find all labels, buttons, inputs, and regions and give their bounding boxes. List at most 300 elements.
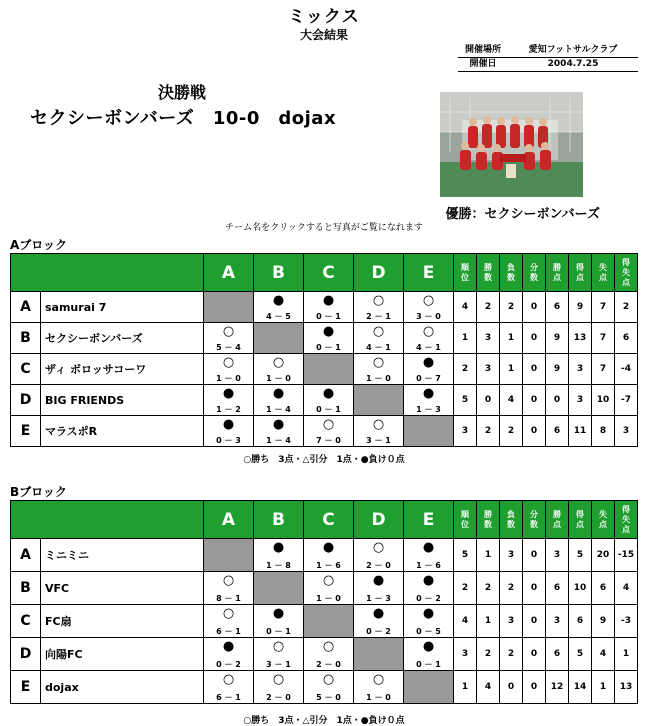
match-result-cell — [354, 354, 404, 385]
match-score: 0 － 1 — [316, 312, 341, 321]
match-score: 0 － 5 — [416, 627, 441, 636]
row-letter: E — [11, 671, 41, 704]
stat-value: 2 — [615, 292, 638, 323]
team-name-link[interactable]: 向陽FC — [41, 638, 204, 671]
stat-header-label: 得失点 — [622, 257, 630, 287]
match-result-cell — [354, 605, 404, 638]
stat-value: 2 — [477, 416, 500, 447]
loss-mark-icon: ● — [222, 417, 235, 432]
match-result-cell — [204, 671, 254, 704]
stat-header — [500, 254, 523, 292]
win-mark-icon: ○ — [272, 639, 285, 654]
match-score: 0 － 1 — [316, 405, 341, 414]
win-mark-icon: ○ — [372, 324, 385, 339]
win-mark-icon: ○ — [222, 355, 235, 370]
match-score: 8 － 1 — [216, 594, 241, 603]
loss-mark-icon: ● — [222, 386, 235, 401]
stat-value: 4 — [477, 671, 500, 704]
match-score: 6 － 1 — [216, 627, 241, 636]
row-letter: E — [11, 416, 41, 447]
stat-header-label: 分数 — [530, 262, 538, 282]
table-row — [11, 323, 638, 354]
self-match-cell — [354, 638, 404, 671]
date-label: 開催日 — [469, 59, 497, 69]
stat-header — [569, 254, 592, 292]
stat-value: 0 — [500, 671, 523, 704]
event-meta — [458, 44, 638, 72]
match-score: 0 － 7 — [416, 374, 441, 383]
stat-value: 2 — [500, 572, 523, 605]
stat-value: 12 — [546, 671, 569, 704]
column-header-d: D — [354, 501, 404, 539]
match-score: 1 － 0 — [316, 594, 341, 603]
row-letter: C — [11, 605, 41, 638]
stat-value: 5 — [454, 385, 477, 416]
stat-header-label: 勝点 — [553, 509, 561, 529]
match-score: 0 － 2 — [416, 594, 441, 603]
row-letter: C — [11, 354, 41, 385]
match-score: 5 － 4 — [216, 343, 241, 352]
stat-value: 1 — [615, 638, 638, 671]
stat-value: 1 — [477, 539, 500, 572]
stat-header-label: 勝数 — [484, 509, 492, 529]
match-result-cell — [404, 292, 454, 323]
stat-value: 2 — [454, 354, 477, 385]
loss-mark-icon: ● — [272, 417, 285, 432]
win-mark-icon: ○ — [222, 324, 235, 339]
team-photo-image — [440, 92, 583, 197]
stat-header — [454, 501, 477, 539]
row-letter: A — [11, 539, 41, 572]
match-result-cell — [354, 539, 404, 572]
match-result-cell — [304, 539, 354, 572]
match-result-cell — [404, 638, 454, 671]
stat-header — [500, 501, 523, 539]
stat-value: 3 — [477, 323, 500, 354]
stat-value: 8 — [592, 416, 615, 447]
self-match-cell — [204, 539, 254, 572]
stat-value: 3 — [500, 539, 523, 572]
match-score: 3 － 1 — [266, 660, 291, 669]
team-name-link[interactable]: ザィ ボロッサコーワ — [41, 354, 204, 385]
match-score: 1 － 0 — [366, 693, 391, 702]
stat-value: 7 — [592, 323, 615, 354]
loss-mark-icon: ● — [322, 324, 335, 339]
match-score: 1 － 2 — [216, 405, 241, 414]
match-score: 4 － 5 — [266, 312, 291, 321]
stat-value: 0 — [523, 292, 546, 323]
date-row — [458, 58, 638, 72]
stat-value: -3 — [615, 605, 638, 638]
stat-value: 3 — [546, 539, 569, 572]
table-row — [11, 539, 638, 572]
loss-mark-icon: ● — [272, 386, 285, 401]
row-letter: D — [11, 638, 41, 671]
self-match-cell — [254, 323, 304, 354]
stat-value: 0 — [523, 572, 546, 605]
win-mark-icon: ○ — [372, 540, 385, 555]
stat-header-label: 勝数 — [484, 262, 492, 282]
win-mark-icon: ○ — [222, 573, 235, 588]
loss-mark-icon: ● — [422, 639, 435, 654]
stat-value: 6 — [546, 416, 569, 447]
column-header-e: E — [404, 501, 454, 539]
match-result-cell — [404, 354, 454, 385]
stat-value: 4 — [592, 638, 615, 671]
winner-label: 優勝：セクシーボンバーズ — [445, 207, 600, 222]
match-score: 4 － 1 — [416, 343, 441, 352]
self-match-cell — [354, 385, 404, 416]
column-header-b: B — [254, 254, 304, 292]
stat-value: 9 — [592, 605, 615, 638]
stat-value: 1 — [454, 671, 477, 704]
match-result-cell — [404, 605, 454, 638]
column-header-b: B — [254, 501, 304, 539]
stat-value: 1 — [454, 323, 477, 354]
match-result-cell — [254, 539, 304, 572]
match-result-cell — [354, 572, 404, 605]
table-row — [11, 572, 638, 605]
page-title: ミックス — [288, 7, 360, 27]
match-score: 0 － 1 — [316, 343, 341, 352]
match-score: 6 － 1 — [216, 693, 241, 702]
win-mark-icon: ○ — [422, 293, 435, 308]
match-score: 1 － 0 — [266, 374, 291, 383]
match-score: 1 － 0 — [366, 374, 391, 383]
stat-value: 4 — [454, 292, 477, 323]
match-score: 1 － 8 — [266, 561, 291, 570]
match-score: 5 － 0 — [316, 693, 341, 702]
match-result-cell — [254, 671, 304, 704]
self-match-cell — [404, 671, 454, 704]
win-mark-icon: ○ — [422, 324, 435, 339]
stat-value: 5 — [569, 638, 592, 671]
stat-value: -7 — [615, 385, 638, 416]
win-mark-icon: ○ — [272, 672, 285, 687]
match-score: 2 － 0 — [266, 693, 291, 702]
table-row — [11, 292, 638, 323]
match-score: 1 － 3 — [366, 594, 391, 603]
match-result-cell — [354, 292, 404, 323]
stat-value: 1 — [592, 671, 615, 704]
team-name-link[interactable]: セクシーボンバーズ — [41, 323, 204, 354]
match-score: 7 － 0 — [316, 436, 341, 445]
table-row — [11, 354, 638, 385]
match-result-cell — [304, 323, 354, 354]
match-score: 1 － 4 — [266, 405, 291, 414]
stat-header-label: 得点 — [576, 509, 584, 529]
table-row — [11, 385, 638, 416]
header-corner — [11, 501, 204, 539]
match-score: 2 － 0 — [316, 660, 341, 669]
stat-value: 2 — [500, 638, 523, 671]
stat-value: 2 — [477, 292, 500, 323]
match-result-cell — [404, 539, 454, 572]
final-result: セクシーボンバーズ 10-0 dojax — [30, 108, 337, 129]
column-header-a: A — [204, 254, 254, 292]
row-letter: A — [11, 292, 41, 323]
loss-mark-icon: ● — [422, 386, 435, 401]
match-score: 1 － 6 — [316, 561, 341, 570]
column-header-c: C — [304, 254, 354, 292]
stat-value: 3 — [569, 354, 592, 385]
win-mark-icon: ○ — [372, 355, 385, 370]
match-result-cell — [254, 416, 304, 447]
loss-mark-icon: ● — [422, 606, 435, 621]
match-result-cell — [254, 638, 304, 671]
win-mark-icon: ○ — [322, 417, 335, 432]
stat-value: 1 — [477, 605, 500, 638]
loss-mark-icon: ● — [372, 573, 385, 588]
block-a-table — [10, 253, 638, 447]
stat-value: 6 — [569, 605, 592, 638]
table-row — [11, 416, 638, 447]
stat-value: 9 — [546, 323, 569, 354]
stat-value: 3 — [454, 638, 477, 671]
stat-value: 2 — [500, 292, 523, 323]
loss-mark-icon: ● — [422, 540, 435, 555]
final-label: 決勝戦 — [158, 83, 207, 102]
team-name-link[interactable]: FC扇 — [41, 605, 204, 638]
stat-value: 2 — [477, 638, 500, 671]
match-score: 1 － 4 — [266, 436, 291, 445]
stat-value: 6 — [546, 638, 569, 671]
stat-value: 9 — [546, 354, 569, 385]
loss-mark-icon: ● — [422, 573, 435, 588]
match-result-cell — [404, 385, 454, 416]
self-match-cell — [404, 416, 454, 447]
stat-header — [523, 501, 546, 539]
stat-value: 10 — [569, 572, 592, 605]
match-result-cell — [354, 323, 404, 354]
match-result-cell — [254, 385, 304, 416]
stat-value: 4 — [615, 572, 638, 605]
stat-header-label: 失点 — [599, 509, 607, 529]
stat-value: 13 — [569, 323, 592, 354]
stat-value: 0 — [523, 638, 546, 671]
match-score: 3 － 0 — [416, 312, 441, 321]
venue-label: 開催場所 — [464, 45, 501, 55]
match-result-cell — [304, 385, 354, 416]
stat-value: 0 — [523, 354, 546, 385]
header-corner — [11, 254, 204, 292]
match-score: 3 － 1 — [366, 436, 391, 445]
stat-value: -4 — [615, 354, 638, 385]
stat-header-label: 分数 — [530, 509, 538, 529]
stat-header — [615, 254, 638, 292]
stat-value: 4 — [500, 385, 523, 416]
match-score: 1 － 6 — [416, 561, 441, 570]
stat-header — [546, 501, 569, 539]
match-result-cell — [304, 292, 354, 323]
stat-value: 0 — [546, 385, 569, 416]
match-result-cell — [204, 385, 254, 416]
stat-header — [569, 501, 592, 539]
match-score: 0 － 2 — [216, 660, 241, 669]
match-result-cell — [254, 354, 304, 385]
stat-value: 1 — [500, 323, 523, 354]
stat-header — [592, 254, 615, 292]
block-b-label: Bブロック — [10, 485, 67, 499]
block-a-label: Aブロック — [10, 238, 68, 252]
match-result-cell — [204, 354, 254, 385]
row-letter: D — [11, 385, 41, 416]
match-result-cell — [304, 416, 354, 447]
row-letter: B — [11, 572, 41, 605]
row-letter: B — [11, 323, 41, 354]
stat-value: 4 — [454, 605, 477, 638]
stat-value: 0 — [523, 385, 546, 416]
match-result-cell — [304, 638, 354, 671]
match-result-cell — [254, 292, 304, 323]
stat-header-label: 順位 — [461, 509, 469, 529]
match-score: 0 － 1 — [266, 627, 291, 636]
date-value: 2004.7.25 — [547, 59, 599, 69]
win-mark-icon: ○ — [322, 639, 335, 654]
stat-value: 6 — [546, 572, 569, 605]
stat-value: 2 — [454, 572, 477, 605]
match-score: 0 － 2 — [366, 627, 391, 636]
match-result-cell — [354, 416, 404, 447]
team-name-link[interactable]: ミニミニ — [41, 539, 204, 572]
stat-value: 10 — [592, 385, 615, 416]
match-result-cell — [204, 572, 254, 605]
loss-mark-icon: ● — [272, 606, 285, 621]
team-name-link[interactable]: dojax — [41, 671, 204, 704]
click-note: チーム名をクリックすると写真がご覧になれます — [225, 223, 423, 233]
stat-value: 0 — [523, 605, 546, 638]
stat-header-label: 得点 — [576, 262, 584, 282]
stat-header-label: 失点 — [599, 262, 607, 282]
stat-value: 3 — [546, 605, 569, 638]
page-subtitle: 大会結果 — [299, 28, 348, 42]
block-a-legend: ○勝ち 3点・△引分 1点・●負け０点 — [243, 455, 405, 465]
stat-value: 0 — [523, 416, 546, 447]
loss-mark-icon: ● — [222, 639, 235, 654]
match-result-cell — [204, 323, 254, 354]
match-score: 2 － 1 — [366, 312, 391, 321]
stat-value: 7 — [592, 292, 615, 323]
stat-value: 20 — [592, 539, 615, 572]
stat-value: 6 — [546, 292, 569, 323]
table-row — [11, 605, 638, 638]
stat-header — [592, 501, 615, 539]
match-result-cell — [304, 572, 354, 605]
match-result-cell — [404, 572, 454, 605]
match-result-cell — [204, 638, 254, 671]
stat-header-label: 順位 — [461, 262, 469, 282]
stat-header-label: 負数 — [507, 262, 515, 282]
stat-header — [546, 254, 569, 292]
loss-mark-icon: ● — [322, 386, 335, 401]
winner-team-photo — [440, 92, 583, 197]
team-name-link[interactable]: samurai 7 — [41, 292, 204, 323]
match-result-cell — [204, 605, 254, 638]
win-mark-icon: ○ — [372, 672, 385, 687]
venue-row — [458, 44, 638, 58]
win-mark-icon: ○ — [372, 417, 385, 432]
stat-header — [454, 254, 477, 292]
loss-mark-icon: ● — [322, 540, 335, 555]
stat-header — [477, 254, 500, 292]
stat-header — [615, 501, 638, 539]
stat-value: 6 — [592, 572, 615, 605]
stat-value: 0 — [523, 323, 546, 354]
match-result-cell — [304, 671, 354, 704]
match-score: 0 － 1 — [416, 660, 441, 669]
column-header-d: D — [354, 254, 404, 292]
self-match-cell — [204, 292, 254, 323]
team-name-link[interactable]: BIG FRIENDS — [41, 385, 204, 416]
stat-value: 7 — [592, 354, 615, 385]
win-mark-icon: ○ — [272, 355, 285, 370]
stat-value: 6 — [615, 323, 638, 354]
stat-value: 2 — [477, 572, 500, 605]
stat-value: 3 — [477, 354, 500, 385]
stat-header-label: 勝点 — [553, 262, 561, 282]
venue-value: 愛知フットサルクラブ — [528, 45, 618, 55]
match-score: 4 － 1 — [366, 343, 391, 352]
team-name-link[interactable]: VFC — [41, 572, 204, 605]
self-match-cell — [304, 354, 354, 385]
loss-mark-icon: ● — [372, 606, 385, 621]
stat-header — [477, 501, 500, 539]
stat-value: 13 — [615, 671, 638, 704]
stat-value: 3 — [454, 416, 477, 447]
column-header-e: E — [404, 254, 454, 292]
stat-value: 0 — [523, 539, 546, 572]
stat-value: 1 — [500, 354, 523, 385]
match-result-cell — [354, 671, 404, 704]
stat-value: 5 — [454, 539, 477, 572]
stat-value: 9 — [569, 292, 592, 323]
stat-header — [523, 254, 546, 292]
table-row — [11, 638, 638, 671]
win-mark-icon: ○ — [322, 672, 335, 687]
block-b-table — [10, 500, 638, 704]
team-name-link[interactable]: マラスポR — [41, 416, 204, 447]
stat-value: 3 — [500, 605, 523, 638]
column-header-a: A — [204, 501, 254, 539]
stat-value: 5 — [569, 539, 592, 572]
match-score: 1 － 3 — [416, 405, 441, 414]
win-mark-icon: ○ — [322, 573, 335, 588]
match-score: 0 － 3 — [216, 436, 241, 445]
table-row — [11, 671, 638, 704]
block-b-legend: ○勝ち 3点・△引分 1点・●負け０点 — [243, 716, 405, 726]
loss-mark-icon: ● — [272, 540, 285, 555]
stat-value: 11 — [569, 416, 592, 447]
stat-header-label: 負数 — [507, 509, 515, 529]
stat-header-label: 得失点 — [622, 504, 630, 534]
loss-mark-icon: ● — [322, 293, 335, 308]
match-score: 2 － 0 — [366, 561, 391, 570]
loss-mark-icon: ● — [422, 355, 435, 370]
stat-value: 3 — [615, 416, 638, 447]
stat-value: -15 — [615, 539, 638, 572]
column-header-c: C — [304, 501, 354, 539]
stat-value: 14 — [569, 671, 592, 704]
loss-mark-icon: ● — [272, 293, 285, 308]
match-result-cell — [204, 416, 254, 447]
win-mark-icon: ○ — [222, 672, 235, 687]
win-mark-icon: ○ — [222, 606, 235, 621]
win-mark-icon: ○ — [372, 293, 385, 308]
match-result-cell — [254, 605, 304, 638]
stat-value: 0 — [477, 385, 500, 416]
stat-value: 0 — [523, 671, 546, 704]
self-match-cell — [254, 572, 304, 605]
